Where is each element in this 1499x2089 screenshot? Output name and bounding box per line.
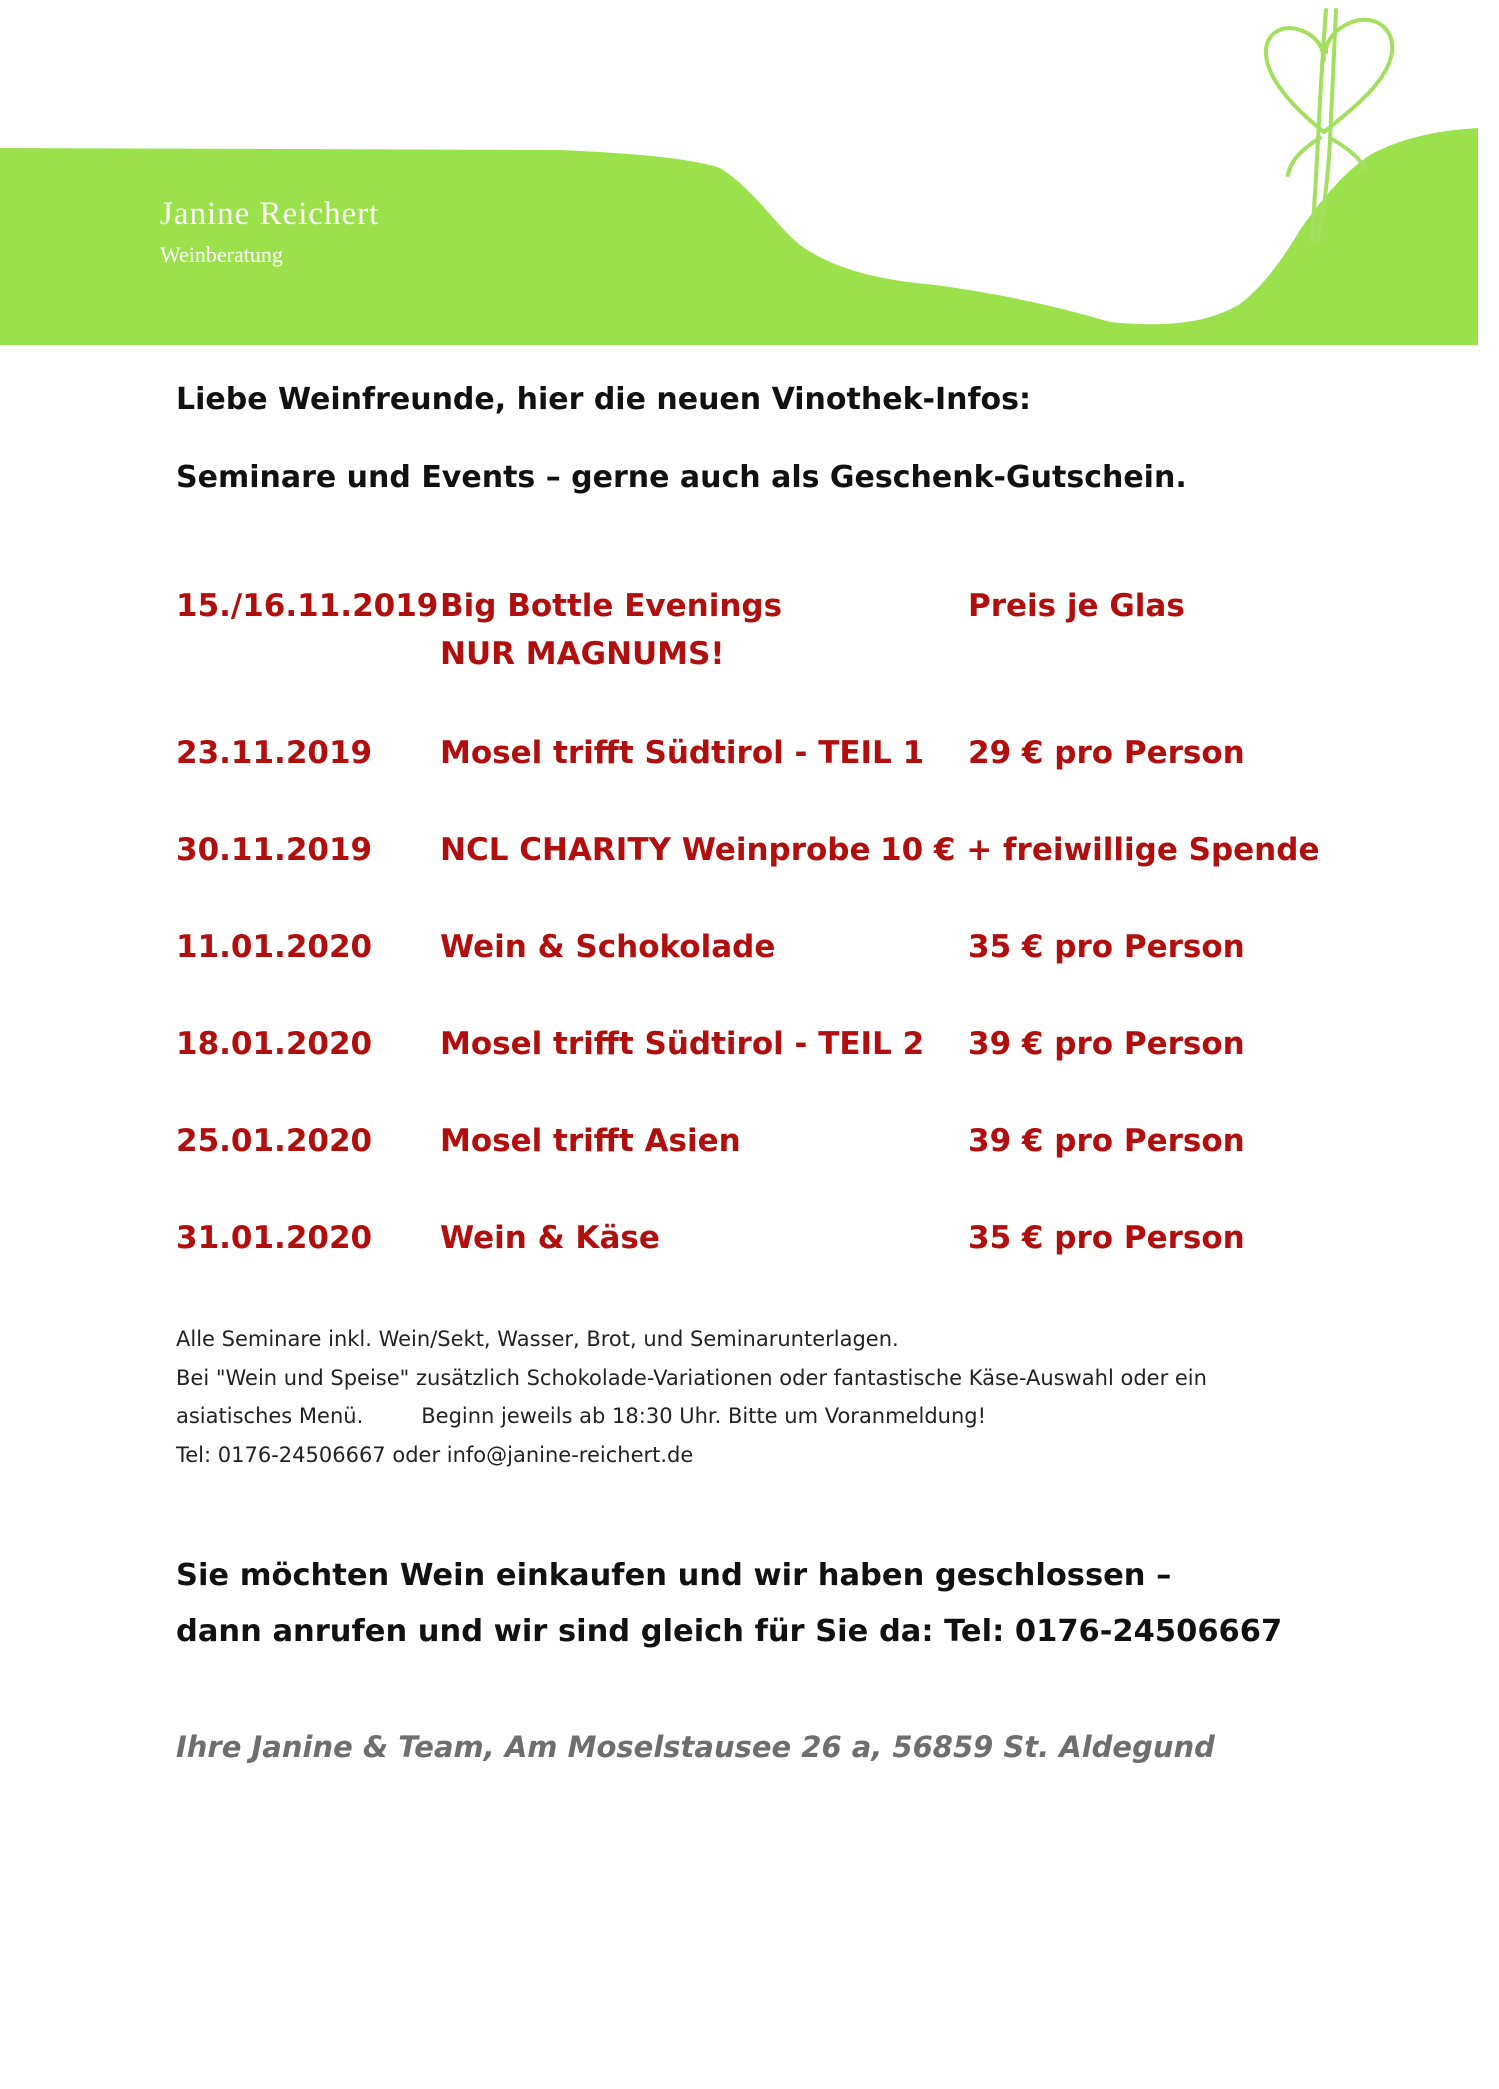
event-price: Preis je Glas [968, 588, 1185, 624]
notes-line: Bei "Wein und Speise" zusätzlich Schokolade-Variationen oder fantastische Käse-Auswahl oder ein [176, 1365, 1207, 1390]
event-date: 18.01.2020 [176, 1026, 373, 1062]
event-date: 23.11.2019 [176, 735, 373, 771]
event-title: Wein & Käse [440, 1220, 660, 1256]
logo-name: Janine Reichert [160, 196, 380, 232]
event-date: 31.01.2020 [176, 1220, 373, 1256]
closing-message [176, 1548, 1282, 1660]
event-row [176, 1220, 1426, 1300]
event-row [176, 1026, 1426, 1106]
header-banner [0, 0, 1499, 352]
event-row [176, 735, 1426, 815]
event-title: Mosel trifft Südtirol - TEIL 1 [440, 735, 925, 771]
event-title: Wein & Schokolade [440, 929, 776, 965]
event-price: 29 € pro Person [968, 735, 1245, 771]
event-row [176, 588, 1426, 672]
seminar-notes [176, 1320, 1207, 1474]
event-price: 35 € pro Person [968, 1220, 1245, 1256]
closing-line: dann anrufen und wir sind gleich für Sie da: Tel: 0176-24506667 [176, 1614, 1283, 1649]
event-title: Mosel trifft Asien [440, 1123, 741, 1159]
signature: Ihre Janine & Team, Am Moselstausee 26 a, 56859 St. Aldegund [176, 1730, 1215, 1764]
closing-line: Sie möchten Wein einkaufen und wir haben geschlossen – [176, 1558, 1172, 1593]
event-date: 25.01.2020 [176, 1123, 373, 1159]
event-title: NCL CHARITY Weinprobe [440, 832, 871, 868]
notes-line: Alle Seminare inkl. Wein/Sekt, Wasser, Brot, und Seminarunterlagen. [176, 1327, 899, 1351]
notes-menu-text: asiatisches Menü. [176, 1404, 364, 1428]
event-row [176, 1123, 1426, 1203]
greeting: Liebe Weinfreunde, hier die neuen Vinothek-Infos: [176, 382, 1031, 417]
event-price: 39 € pro Person [968, 1026, 1245, 1062]
event-title: Mosel trifft Südtirol - TEIL 2 [440, 1026, 925, 1062]
logo-tagline: Weinberatung [160, 242, 283, 267]
notes-contact: Tel: 0176-24506667 oder info@janine-reichert.de [176, 1442, 694, 1467]
event-row [176, 929, 1426, 1009]
event-date: 30.11.2019 [176, 832, 373, 868]
event-price: 35 € pro Person [968, 929, 1245, 965]
event-date: 15./16.11.2019 [176, 588, 439, 624]
notes-start-time: Beginn jeweils ab 18:30 Uhr. Bitte um Voranmeldung! [421, 1404, 987, 1428]
event-subtitle: NUR MAGNUMS! [440, 636, 725, 672]
headline: Seminare und Events – gerne auch als Geschenk-Gutschein. [176, 460, 1187, 495]
event-price: 39 € pro Person [968, 1123, 1245, 1159]
green-hill-shape [0, 128, 1478, 345]
event-price: 10 € + freiwillige Spende [880, 832, 1320, 868]
event-title: Big Bottle Evenings [440, 588, 783, 624]
event-row [176, 832, 1426, 912]
event-date: 11.01.2020 [176, 929, 373, 965]
notes-line [176, 1397, 1207, 1436]
